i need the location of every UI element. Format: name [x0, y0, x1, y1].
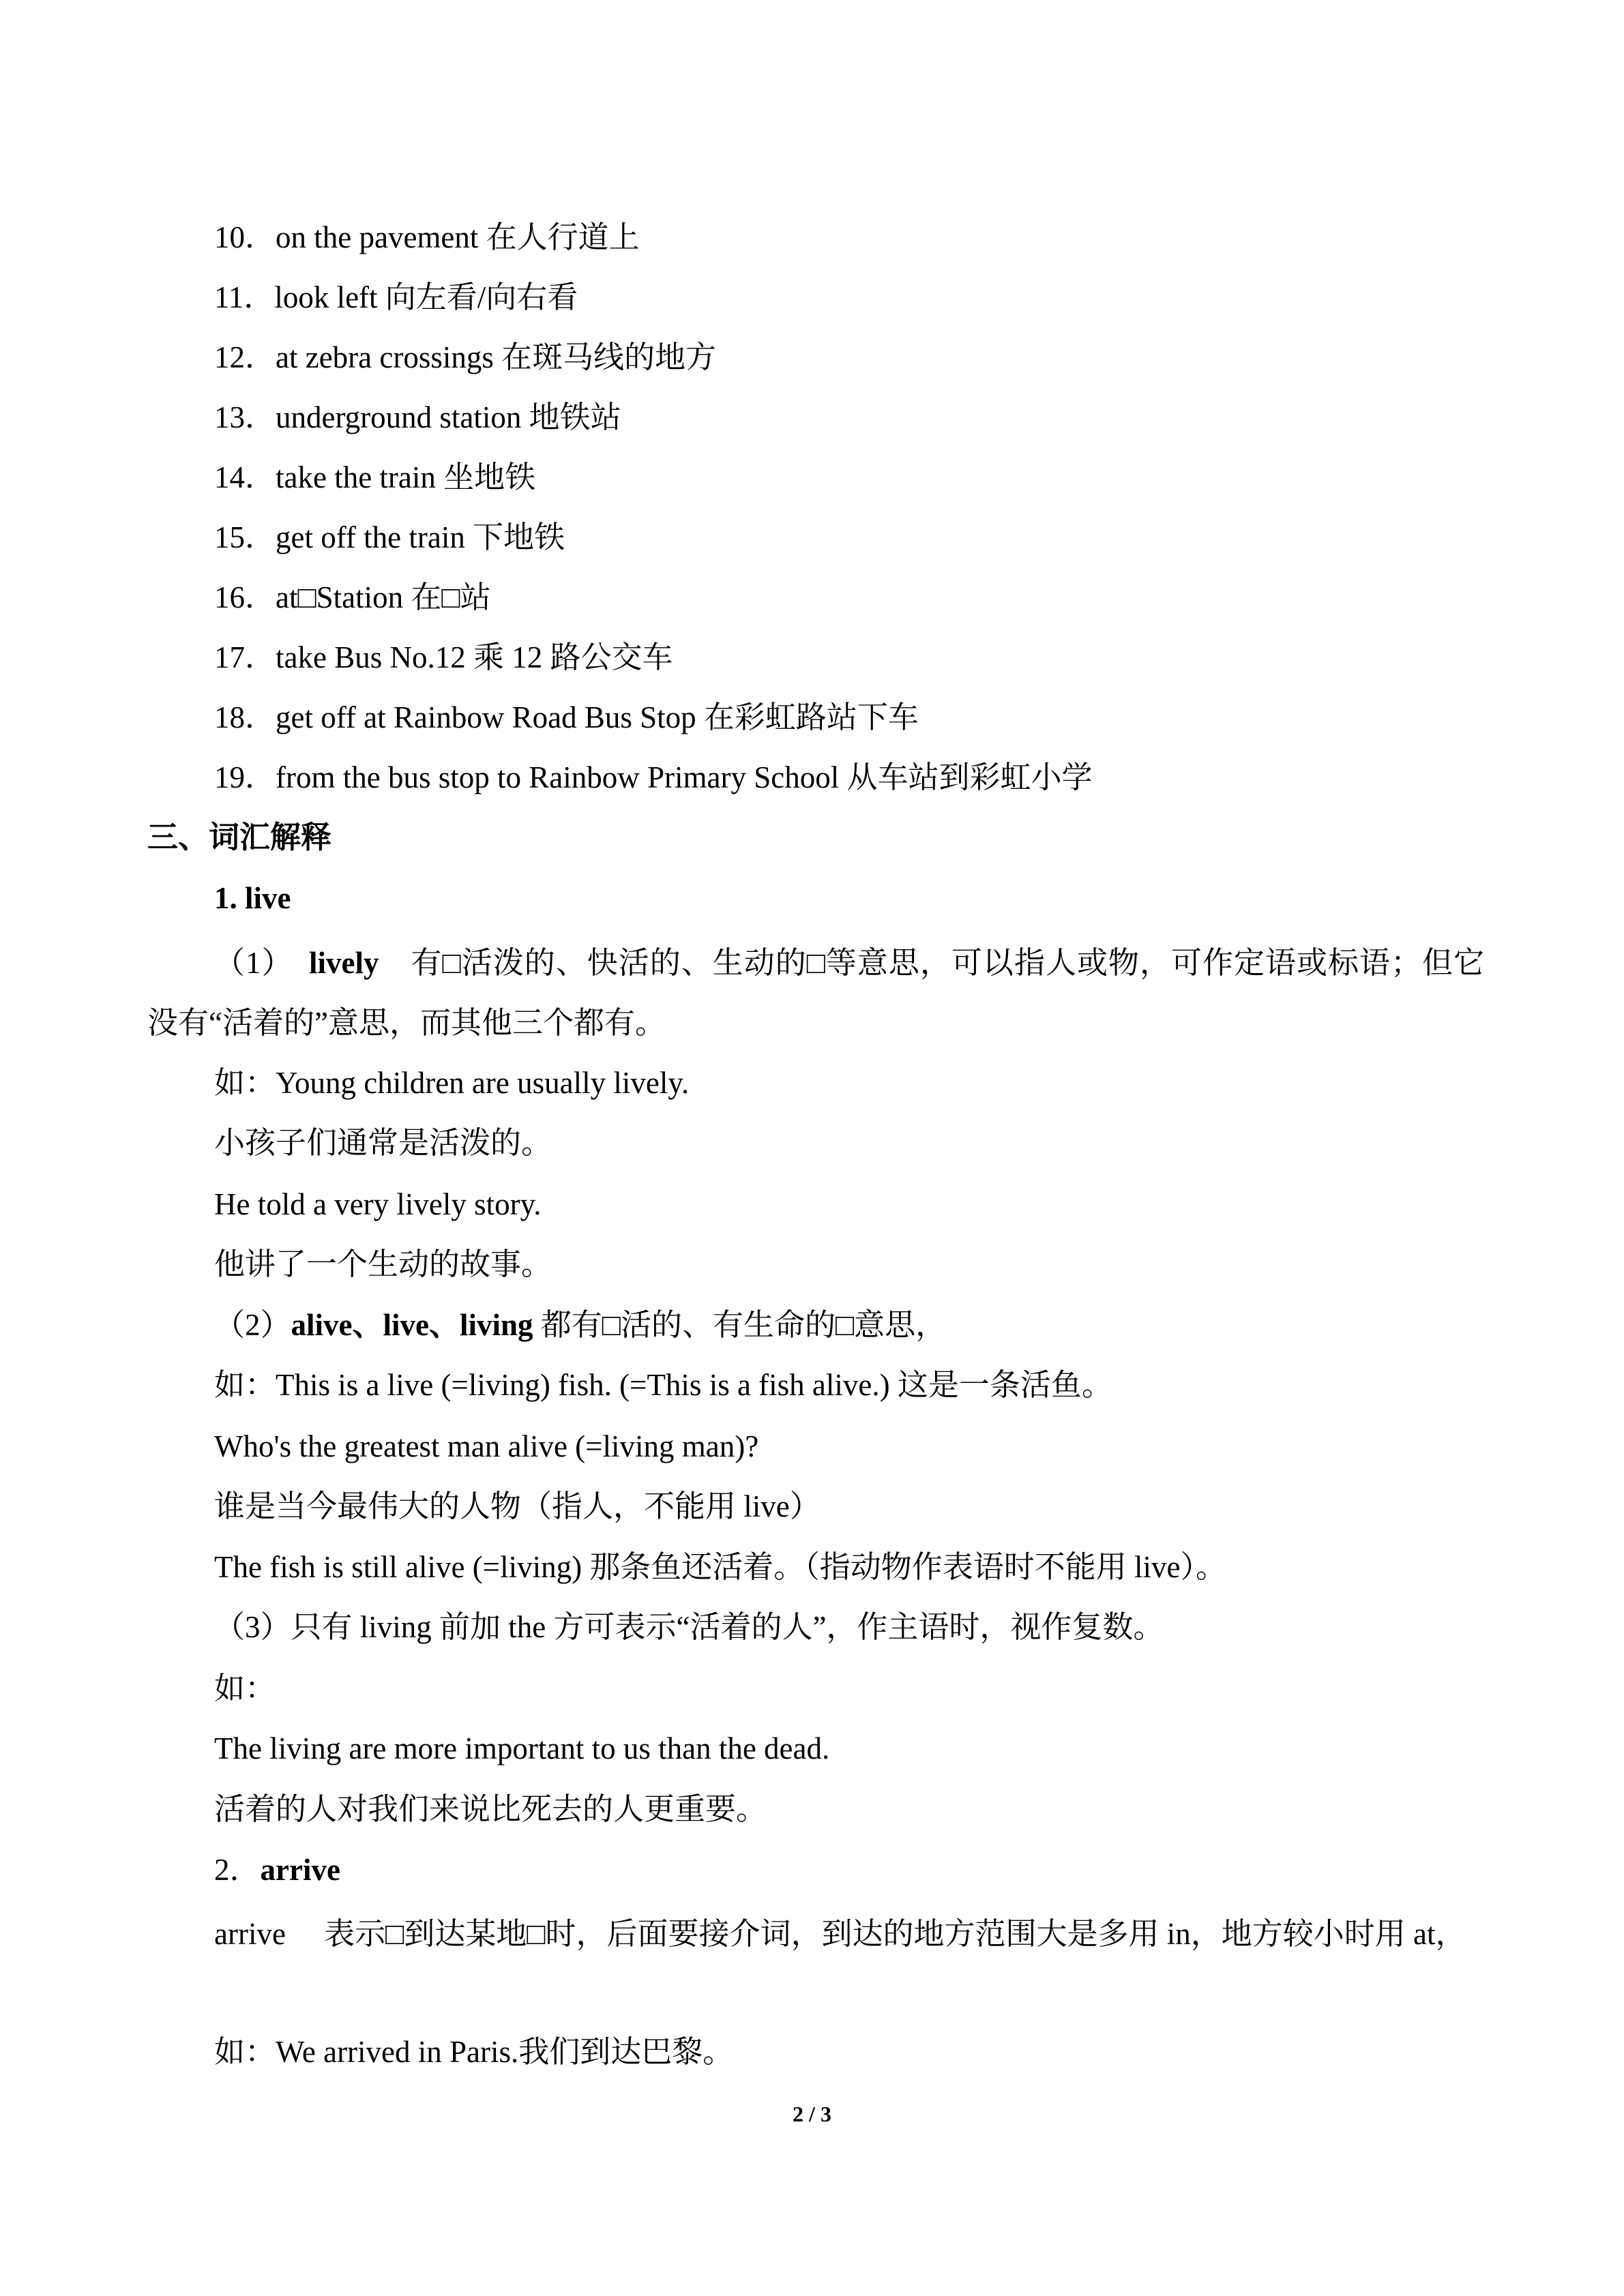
paragraph-marker: （1） — [214, 946, 278, 980]
subheading-number: 2． — [214, 1853, 261, 1887]
term-lively: lively — [309, 946, 379, 980]
subheading-arrive — [214, 1849, 340, 1890]
phrase-item: 18．get off at Rainbow Road Bus Stop 在彩虹路站下车 — [214, 700, 919, 734]
paragraph-the-living: （3）只有 living 前加 the 方可表示“活着的人”，作主语时，视作复数。 — [214, 1610, 1164, 1644]
example-sentence: He told a very lively story. — [214, 1187, 542, 1221]
example-sentence: Who's the greatest man alive (=living man)? — [214, 1429, 759, 1463]
terms-alive-live-living: alive、live、living — [291, 1308, 533, 1342]
phrase-item: 11．look left 向左看/向右看 — [214, 280, 578, 314]
example-translation: 小孩子们通常是活泼的。 — [214, 1126, 552, 1160]
example-sentence: The fish is still alive (=living) 那条鱼还活着。（指动物作表语时不能用 live）。 — [214, 1550, 1227, 1584]
section-heading: 三、词汇解释 — [147, 820, 332, 854]
phrase-item: 17．take Bus No.12 乘 12 路公交车 — [214, 640, 673, 674]
phrase-item: 14．take the train 坐地铁 — [214, 460, 536, 494]
paragraph-alive-live-living — [214, 1304, 946, 1345]
phrase-item: 10．on the pavement 在人行道上 — [214, 220, 640, 254]
example-sentence: 如：Young children are usually lively. — [214, 1066, 690, 1100]
example-sentence: 如：This is a live (=living) fish. (=This is a fish alive.) 这是一条活鱼。 — [214, 1368, 1112, 1402]
example-translation: 谁是当今最伟大的人物（指人，不能用 live） — [214, 1489, 821, 1523]
phrase-item: 16．at□Station 在□站 — [214, 580, 491, 614]
example-sentence: The living are more important to us than the dead. — [214, 1731, 830, 1765]
paragraph-lively — [147, 933, 1484, 1053]
example-translation: 活着的人对我们来说比死去的人更重要。 — [214, 1792, 767, 1826]
paragraph-text: 有□活泼的、快活的、生动的□等意思，可以指人或物，可作定语或标语；但它没有“活着的”意思，而其他三个都有。 — [147, 946, 1484, 1040]
phrase-item: 19．from the bus stop to Rainbow Primary School 从车站到彩虹小学 — [214, 760, 1093, 794]
example-sentence: 如：We arrived in Paris.我们到达巴黎。 — [214, 2035, 734, 2069]
example-intro: 如： — [214, 1671, 276, 1705]
subheading-word: arrive — [260, 1853, 340, 1887]
subheading-live: 1. live — [214, 881, 291, 915]
example-translation: 他讲了一个生动的故事。 — [214, 1247, 552, 1281]
paragraph-text: 都有□活的、有生命的□意思， — [533, 1308, 947, 1342]
paragraph-marker: （2） — [214, 1308, 291, 1342]
paragraph-arrive: arrive 表示□到达某地□时，后面要接介词，到达的地方范围大是多用 in，地方较小时用 at， — [214, 1917, 1466, 1951]
phrase-item: 13．underground station 地铁站 — [214, 400, 621, 434]
phrase-item: 15．get off the train 下地铁 — [214, 520, 565, 554]
page-indicator: 2 / 3 — [793, 2102, 831, 2126]
phrase-item: 12．at zebra crossings 在斑马线的地方 — [214, 340, 717, 374]
